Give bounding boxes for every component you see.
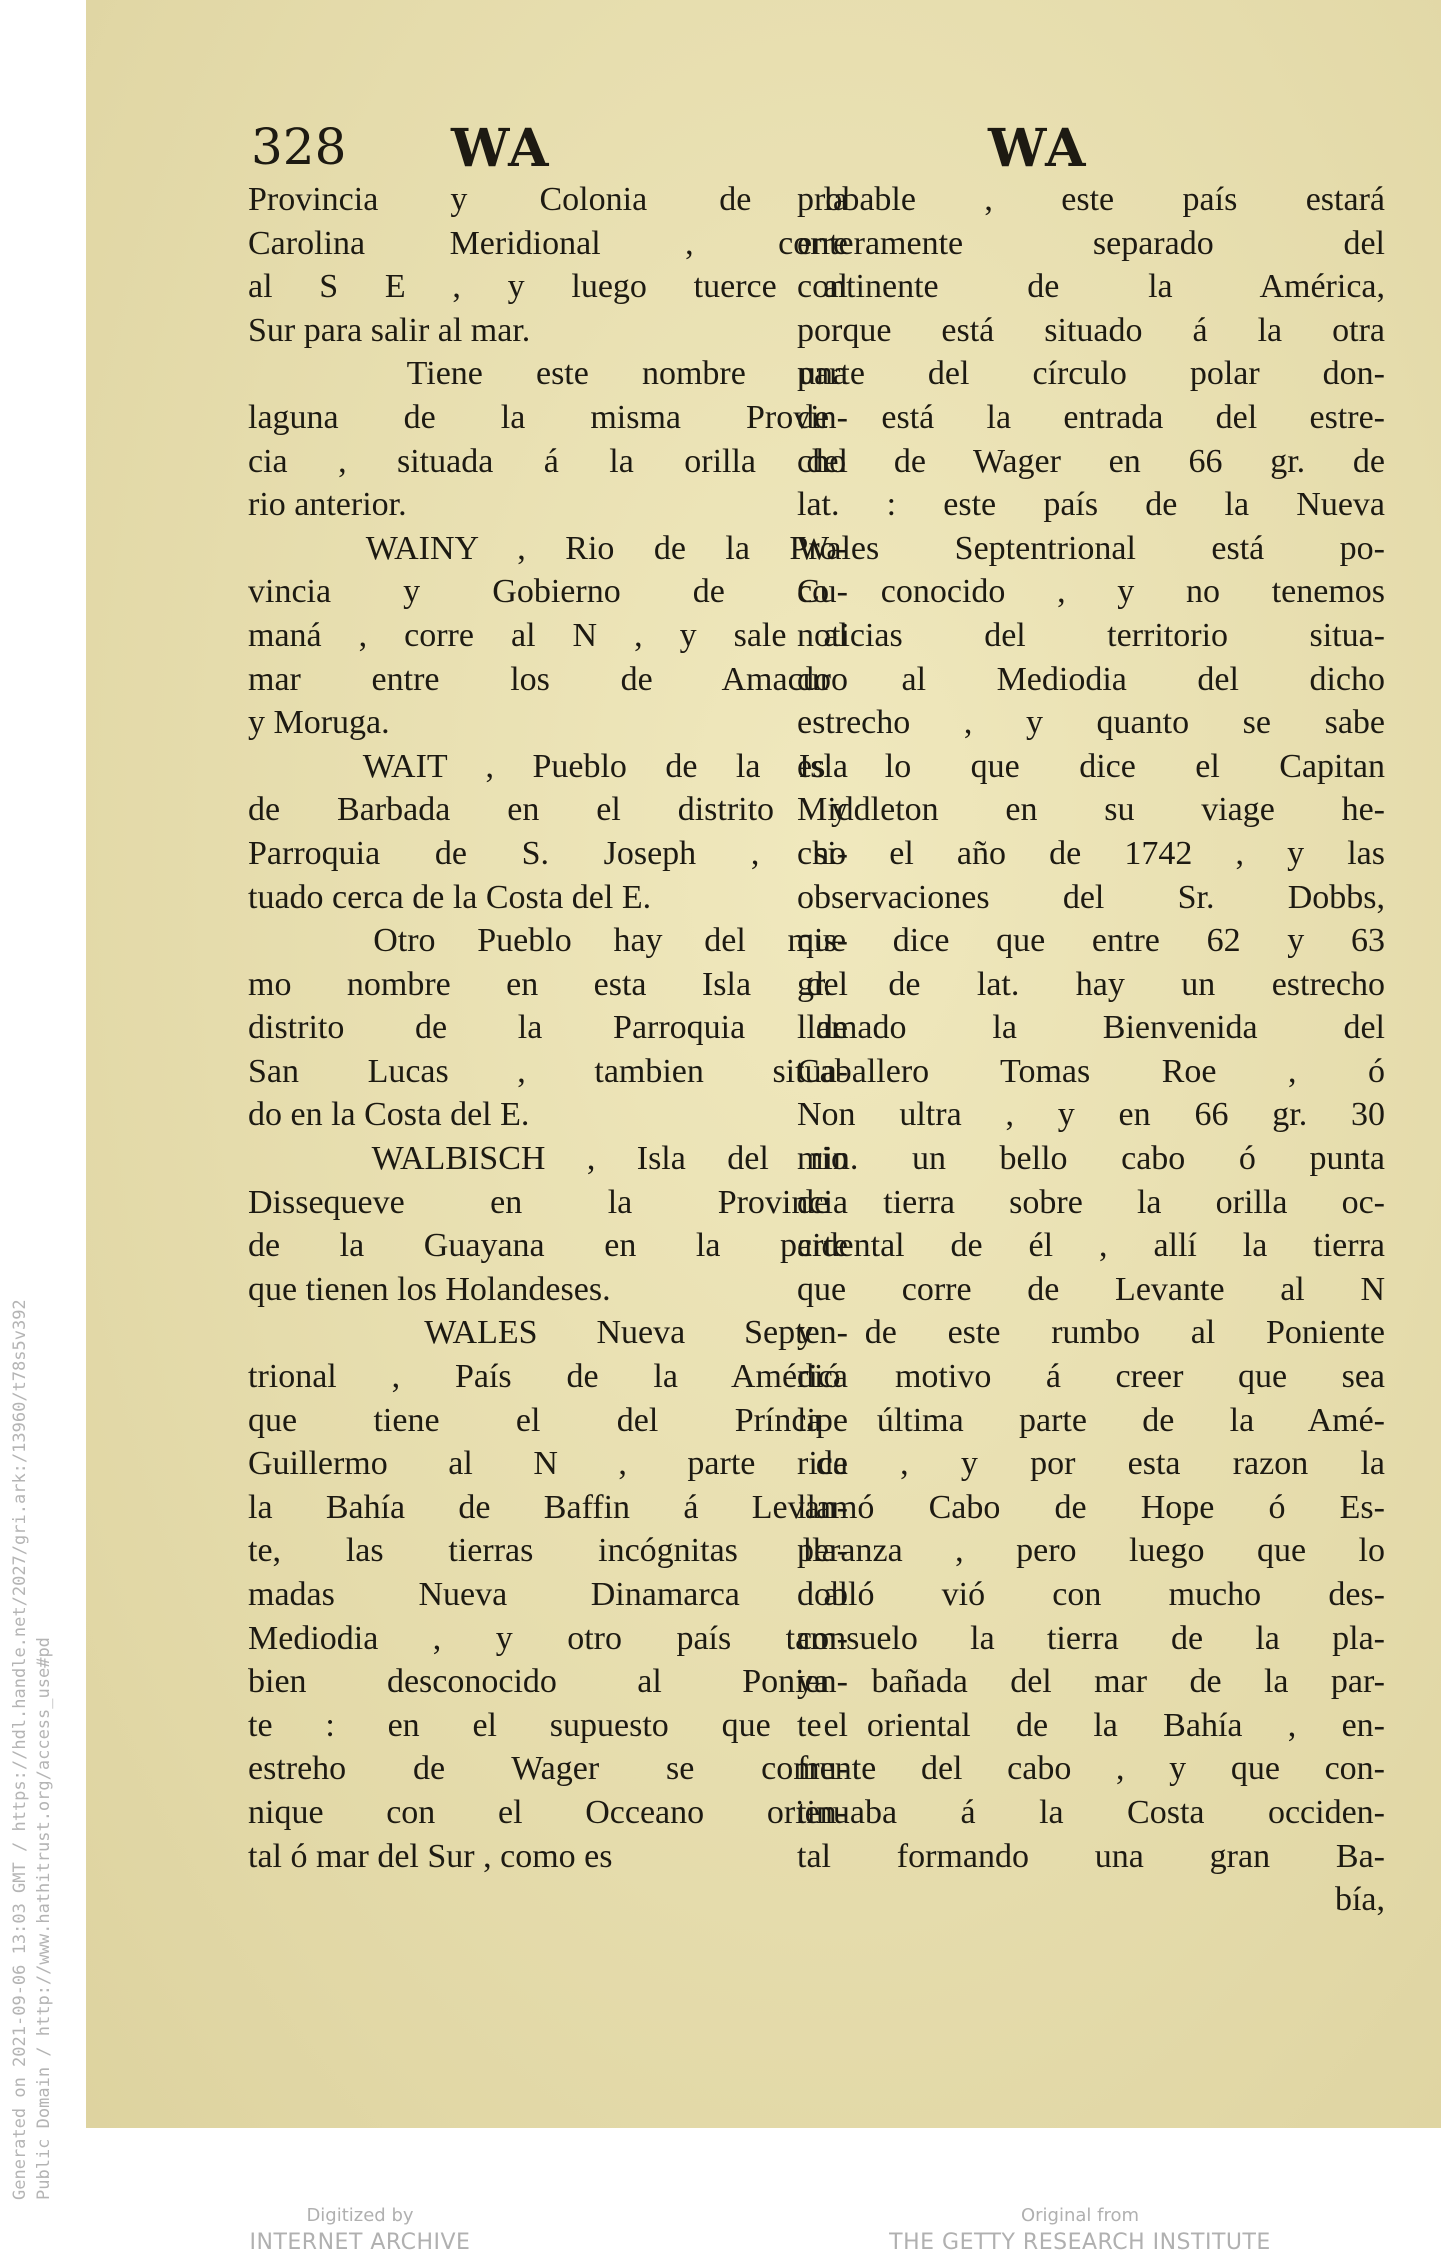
text-line: co conocido , y no tenemos	[797, 573, 1385, 611]
text-line: WALBISCH , Isla del rio	[248, 1140, 848, 1178]
text-line: lat. : este país de la Nueva	[797, 486, 1385, 524]
text-line: de tierra sobre la orilla oc-	[797, 1183, 1385, 1221]
text-line: peranza , pero luego que lo	[797, 1532, 1385, 1570]
text-line: min. un bello cabo ó punta	[797, 1140, 1385, 1178]
text-line: Carolina Meridional , corre	[248, 224, 848, 262]
text-line: la Bahía de Baffin á Levan-	[248, 1488, 848, 1526]
getty-institute-label: THE GETTY RESEARCH INSTITUTE	[889, 2230, 1271, 2255]
text-line: WALES Nueva Septen-	[248, 1314, 848, 1352]
text-line: tal formando una gran Ba-	[797, 1837, 1385, 1875]
text-line: Otro Pueblo hay del mis-	[248, 922, 848, 960]
text-line: Tiene este nombre una	[248, 355, 848, 393]
text-line: Non ultra , y en 66 gr. 30	[797, 1096, 1385, 1134]
text-line: de la Guayana en la parte	[248, 1227, 848, 1265]
text-line: tal ó mar del Sur , como es	[248, 1837, 613, 1875]
text-line: y de este rumbo al Poniente	[797, 1314, 1385, 1352]
text-line: bía,	[1334, 1881, 1385, 1919]
text-line: cia , situada á la orilla del	[248, 442, 848, 480]
text-line: al S E , y luego tuerce al	[248, 268, 848, 306]
right-text-column	[797, 178, 1385, 1922]
text-line: Mediodia , y otro país tam-	[248, 1619, 848, 1657]
text-line: Dissequeve en la Provincia	[248, 1183, 848, 1221]
text-line: estreho de Wager se comu-	[248, 1750, 848, 1788]
text-line: San Lucas , tambien situa-	[248, 1052, 848, 1090]
text-line: Sur para salir al mar.	[248, 311, 531, 349]
text-line: de está la entrada del estre-	[797, 398, 1385, 436]
text-line: continente de la América,	[797, 268, 1385, 306]
text-line: te oriental de la Bahía , en-	[797, 1706, 1385, 1744]
text-line: que corre de Levante al N	[797, 1270, 1385, 1308]
text-line: estrecho , y quanto se sabe	[797, 704, 1385, 742]
text-line: tinuaba á la Costa occiden-	[797, 1793, 1385, 1831]
text-line: te : en el supuesto que el	[248, 1706, 848, 1744]
text-line: parte del círculo polar don-	[797, 355, 1385, 393]
text-line: consuelo la tierra de la pla-	[797, 1619, 1385, 1657]
text-line: Parroquia de S. Joseph , si-	[248, 834, 848, 872]
text-line: mo nombre en esta Isla del	[248, 965, 848, 1003]
text-line: cho el año de 1742 , y las	[797, 834, 1385, 872]
text-line: madas Nueva Dinamarca al	[248, 1576, 848, 1613]
digitized-by-credit	[230, 2204, 490, 2258]
text-line: gr. de lat. hay un estrecho	[797, 965, 1385, 1003]
text-line: laguna de la misma Provin-	[248, 398, 848, 436]
text-line: WAIT , Pueblo de la Isla	[248, 747, 848, 785]
text-line: Wales Septentrional está po-	[797, 529, 1385, 567]
text-line: ya bañada del mar de la par-	[797, 1663, 1385, 1701]
scanned-page	[86, 0, 1441, 2128]
text-line: cidental de él , allí la tierra	[797, 1227, 1385, 1265]
text-line: la última parte de la Amé-	[797, 1401, 1385, 1439]
text-line: cho de Wager en 66 gr. de	[797, 442, 1385, 480]
text-line: frente del cabo , y que con-	[797, 1750, 1385, 1788]
text-line: vincia y Gobierno de Cu-	[248, 573, 848, 611]
original-from-credit	[870, 2204, 1290, 2258]
text-line: rica , y por esta razon la	[797, 1445, 1385, 1483]
text-line: observaciones del Sr. Dobbs,	[797, 878, 1385, 916]
watermark-line-1: Generated on 2021-09-06 13:03 GMT / https://hdl.handle.net/2027/gri.ark:/13960/t78s5v392	[10, 1299, 30, 2200]
text-line: que tiene el del Príncipe	[248, 1401, 848, 1439]
text-line: porque está situado á la otra	[797, 311, 1385, 349]
watermark	[8, 1299, 56, 2200]
text-line: llamó Cabo de Hope ó Es-	[797, 1488, 1385, 1526]
watermark-line-2: Public Domain / http://www.hathitrust.org/access_use#pd	[34, 1637, 54, 2200]
text-line: noticias del territorio situa-	[797, 616, 1385, 654]
text-line: mar entre los de Amacuro	[248, 660, 848, 698]
text-line: tuado cerca de la Costa del E.	[248, 878, 652, 916]
digitized-by-label: Digitized by	[306, 2205, 414, 2226]
text-line: do en la Costa del E.	[248, 1096, 530, 1134]
text-line: bien desconocido al Ponien-	[248, 1663, 848, 1701]
text-line: maná , corre al N , y sale al	[248, 616, 848, 654]
text-line: y Moruga.	[248, 704, 390, 742]
text-line: trional , País de la América	[248, 1358, 848, 1396]
text-line: Middleton en su viage he-	[797, 791, 1385, 829]
text-line: nique con el Occeano orien-	[248, 1793, 848, 1831]
internet-archive-label: INTERNET ARCHIVE	[249, 2230, 471, 2255]
running-head-right: WA	[988, 118, 1088, 179]
text-line: que tienen los Holandeses.	[248, 1270, 611, 1308]
text-line: llamado la Bienvenida del	[797, 1009, 1385, 1047]
text-line: rio anterior.	[248, 486, 407, 524]
text-line: distrito de la Parroquia de	[248, 1009, 848, 1047]
running-head-left: WA	[451, 118, 551, 179]
original-from-label: Original from	[1020, 2205, 1140, 2226]
text-line: do al Mediodia del dicho	[797, 660, 1385, 698]
text-line: dobló vió con mucho des-	[797, 1576, 1385, 1613]
text-line: WAINY , Rio de la Pro-	[248, 529, 848, 567]
text-line: Caballero Tomas Roe , ó	[797, 1052, 1385, 1090]
text-line: enteramente separado del	[797, 224, 1385, 262]
page-number: 328	[251, 118, 347, 176]
text-line: es lo que dice el Capitan	[797, 747, 1385, 785]
text-line: que dice que entre 62 y 63	[797, 922, 1385, 960]
left-text-column	[248, 178, 848, 1878]
text-line: de Barbada en el distrito y	[248, 791, 848, 829]
text-line: Provincia y Colonia de la	[248, 181, 848, 218]
text-line: Guillermo al N , parte de	[248, 1445, 848, 1483]
text-line: probable , este país estará	[797, 181, 1385, 218]
text-line: dió motivo á creer que sea	[797, 1358, 1385, 1396]
text-line: te, las tierras incógnitas lla-	[248, 1532, 848, 1570]
